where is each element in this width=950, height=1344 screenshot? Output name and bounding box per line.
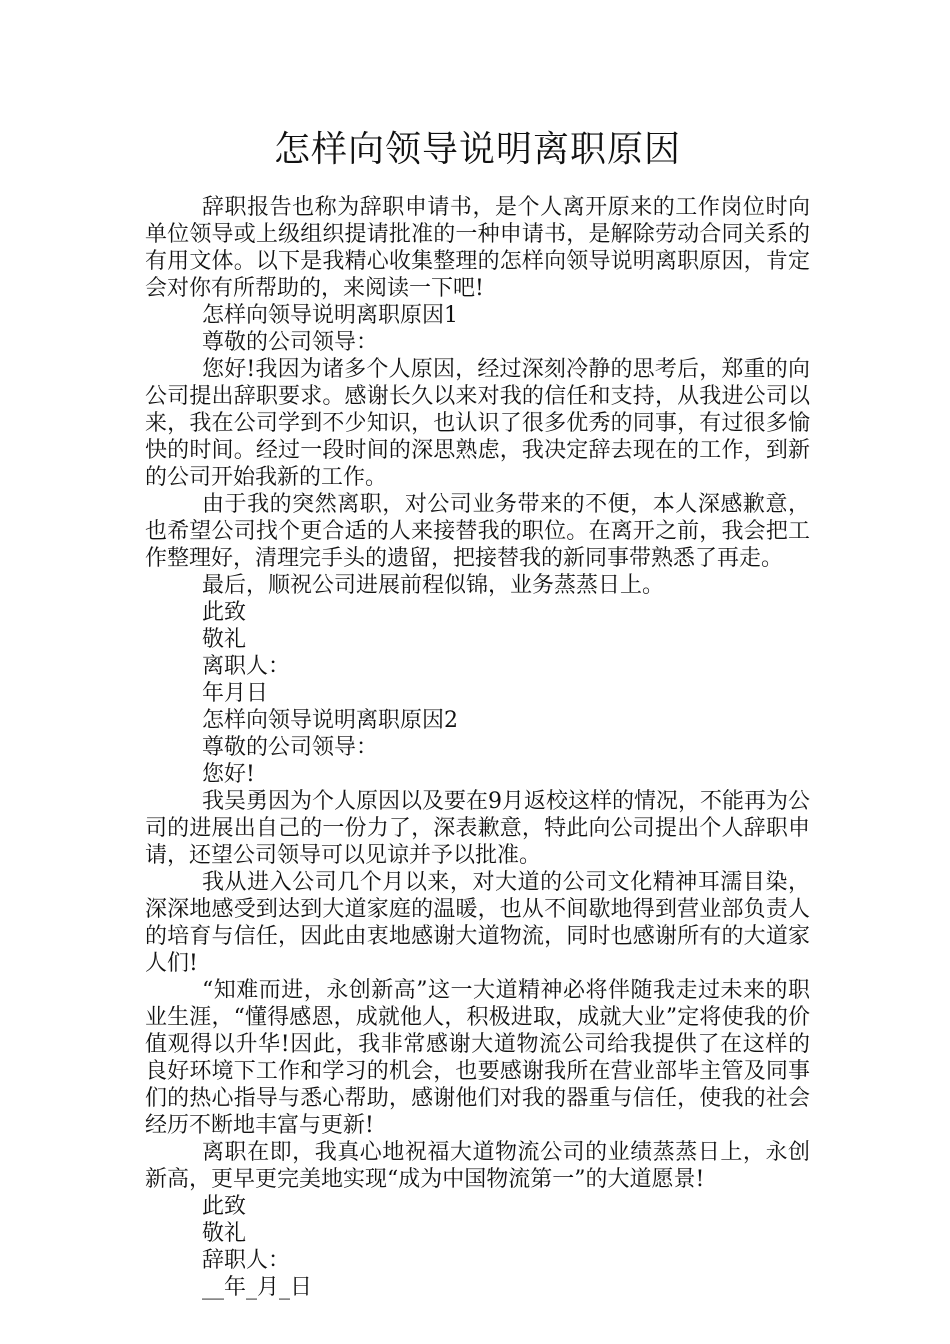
- greeting-line: 您好!: [202, 762, 255, 787]
- body-paragraph: 由于我的突然离职，对公司业务带来的不便，本人深感歉意，也希望公司找个更合适的人来接替我的职位。在离开之前，我会把工作整理好，清理完手头的遗留，把接替我的新同事带熟悉了再走。: [145, 492, 810, 571]
- closing-line: 此致: [202, 600, 247, 625]
- closing-line: 此致: [202, 1194, 247, 1219]
- date-line: __年_月_日: [202, 1275, 313, 1300]
- section-heading-2: 怎样向领导说明离职原因2: [202, 708, 458, 733]
- document-title: 怎样向领导说明离职原因: [273, 129, 681, 170]
- body-paragraph: 我吴勇因为个人原因以及要在9月返校这样的情况，不能再为公司的进展出自己的一份力了，深表歉意，特此向公司提出个人辞职申请，还望公司领导可以见谅并予以批准。: [145, 789, 810, 868]
- intro-paragraph: 辞职报告也称为辞职申请书，是个人离开原来的工作岗位时向单位领导或上级组织提请批准的一种申请书，是解除劳动合同关系的有用文体。以下是我精心收集整理的怎样向领导说明离职原因，肯定会对你有所帮助的，来阅读一下吧!: [145, 195, 810, 301]
- signature-line: 离职人：: [202, 654, 291, 679]
- body-paragraph: 离职在即，我真心地祝福大道物流公司的业绩蒸蒸日上，永创新高，更早更完美地实现“成为中国物流第一”的大道愿景!: [145, 1140, 810, 1192]
- body-paragraph: 您好!我因为诸多个人原因，经过深刻冷静的思考后，郑重的向公司提出辞职要求。感谢长久以来对我的信任和支持，从我进公司以来，我在公司学到不少知识，也认识了很多优秀的同事，有过很多愉快的时间。经过一段时间的深思熟虑，我决定辞去现在的工作，到新的公司开始我新的工作。: [145, 357, 810, 490]
- body-paragraph: 我从进入公司几个月以来，对大道的公司文化精神耳濡目染，深深地感受到达到大道家庭的温暖，也从不间歇地得到营业部负责人的培育与信任，因此由衷地感谢大道物流，同时也感谢所有的大道家人们!: [145, 870, 810, 976]
- section-heading-1: 怎样向领导说明离职原因1: [202, 303, 458, 328]
- signature-line: 辞职人：: [202, 1248, 291, 1273]
- body-paragraph: “知难而进，永创新高”这一大道精神必将伴随我走过未来的职业生涯，“懂得感恩，成就他人，积极进取，成就大业”定将使我的价值观得以升华!因此，我非常感谢大道物流公司给我提供了在这样的良好环境下工作和学习的机会，也要感谢我所在营业部毕主管及同事们的热心指导与悉心帮助，感谢他们对我的器重与信任，使我的社会经历不断地丰富与更新!: [145, 978, 810, 1138]
- salutation-1: 尊敬的公司领导：: [202, 330, 379, 355]
- closing-line: 敬礼: [202, 627, 247, 652]
- salutation-2: 尊敬的公司领导：: [202, 735, 379, 760]
- date-line: 年月日: [202, 681, 269, 706]
- document-page: [145, 120, 810, 1301]
- closing-line: 敬礼: [202, 1221, 247, 1246]
- body-paragraph: 最后，顺祝公司进展前程似锦，业务蒸蒸日上。: [202, 573, 665, 598]
